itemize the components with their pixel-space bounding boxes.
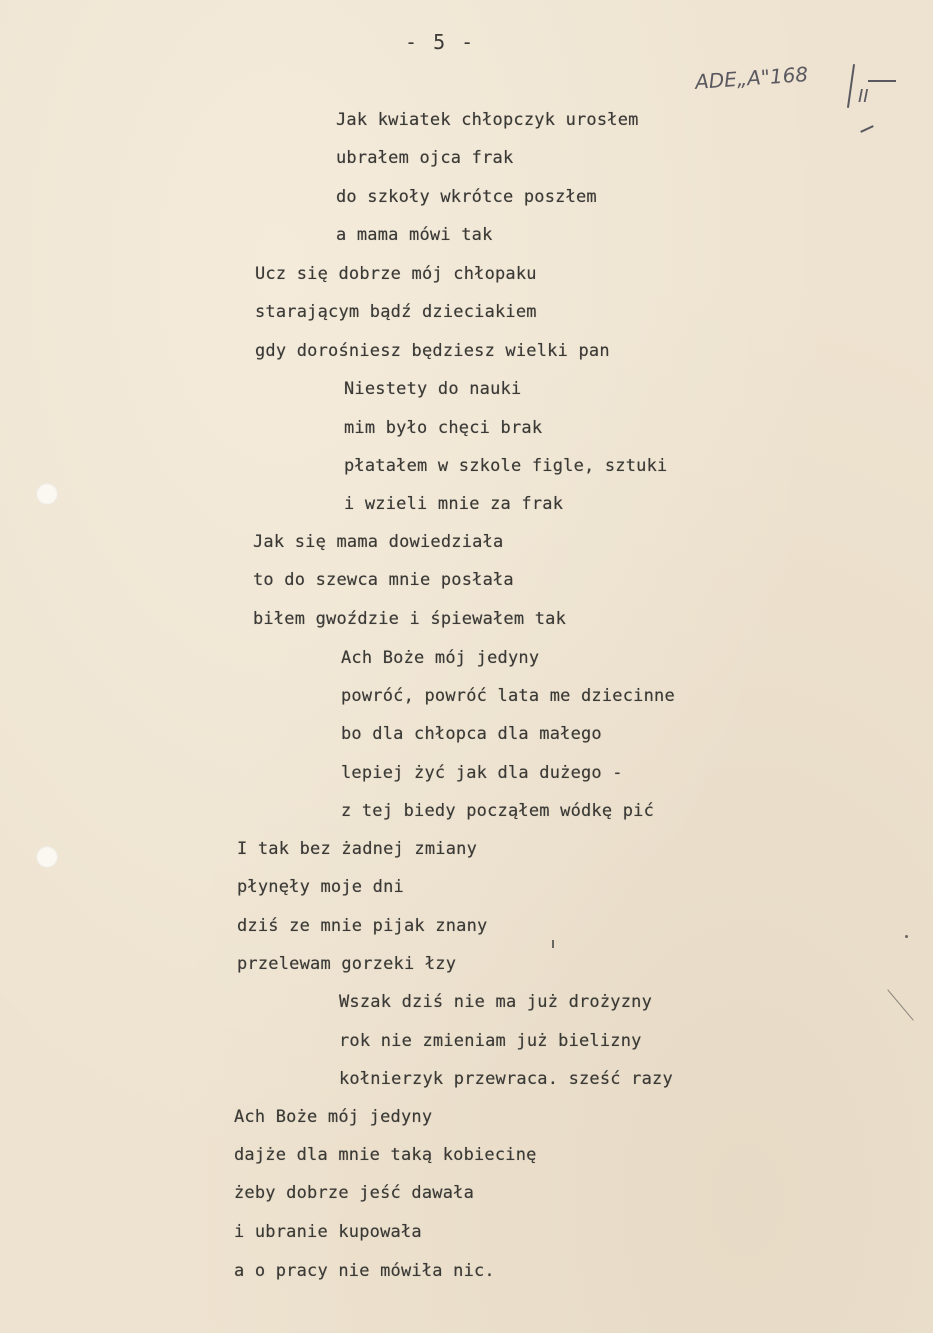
poem-line: płatałem w szkole figle, sztuki [344, 456, 668, 476]
poem-line: Jak się mama dowiedziała [253, 532, 504, 552]
poem-line: dziś ze mnie pijak znany [237, 916, 488, 936]
poem-line: rok nie zmieniam już bielizny [339, 1031, 642, 1051]
archive-reference-mark: ADE„A"168 [694, 62, 809, 94]
poem-line: biłem gwoździe i śpiewałem tak [253, 609, 567, 629]
poem-line: powróć, powróć lata me dziecinne [341, 686, 675, 706]
poem-line: to do szewca mnie posłała [253, 570, 514, 590]
poem-line: żeby dobrze jeść dawała [234, 1183, 475, 1203]
poem-line: i ubranie kupowała [234, 1222, 422, 1242]
poem-line: kołnierzyk przewraca. sześć razy [339, 1069, 673, 1089]
poem-line: ubrałem ojca frak [336, 148, 514, 168]
poem-line: Ucz się dobrze mój chłopaku [255, 264, 537, 284]
poem-line: Niestety do nauki [344, 379, 522, 399]
poem-line: przelewam gorzeki łzy [237, 954, 457, 974]
poem-line: lepiej żyć jak dla dużego - [341, 763, 623, 783]
poem-line: a mama mówi tak [336, 225, 493, 245]
poem-line: Ach Boże mój jedyny [234, 1107, 433, 1127]
poem-line: i wzieli mnie za frak [344, 494, 564, 514]
poem-line: gdy dorośniesz będziesz wielki pan [255, 341, 610, 361]
poem-line: z tej biedy począłem wódkę pić [341, 801, 655, 821]
poem-line: bo dla chłopca dla małego [341, 724, 602, 744]
poem-line: Wszak dziś nie ma już drożyzny [339, 992, 653, 1012]
poem-line: a o pracy nie mówiła nic. [234, 1261, 495, 1281]
poem-line: mim było chęci brak [344, 418, 543, 438]
poem-line: płynęły moje dni [237, 877, 404, 897]
poem-line: Ach Boże mój jedyny [341, 648, 540, 668]
archive-reference-sub: II [858, 86, 869, 107]
page-number: - 5 - [405, 30, 476, 54]
poem-line: Jak kwiatek chłopczyk urosłem [336, 110, 639, 130]
poem-line: starającym bądź dzieciakiem [255, 302, 537, 322]
poem-line: do szkoły wkrótce poszłem [336, 187, 597, 207]
poem-line: dajże dla mnie taką kobiecinę [234, 1145, 537, 1165]
poem-line: I tak bez żadnej zmiany [237, 839, 478, 859]
